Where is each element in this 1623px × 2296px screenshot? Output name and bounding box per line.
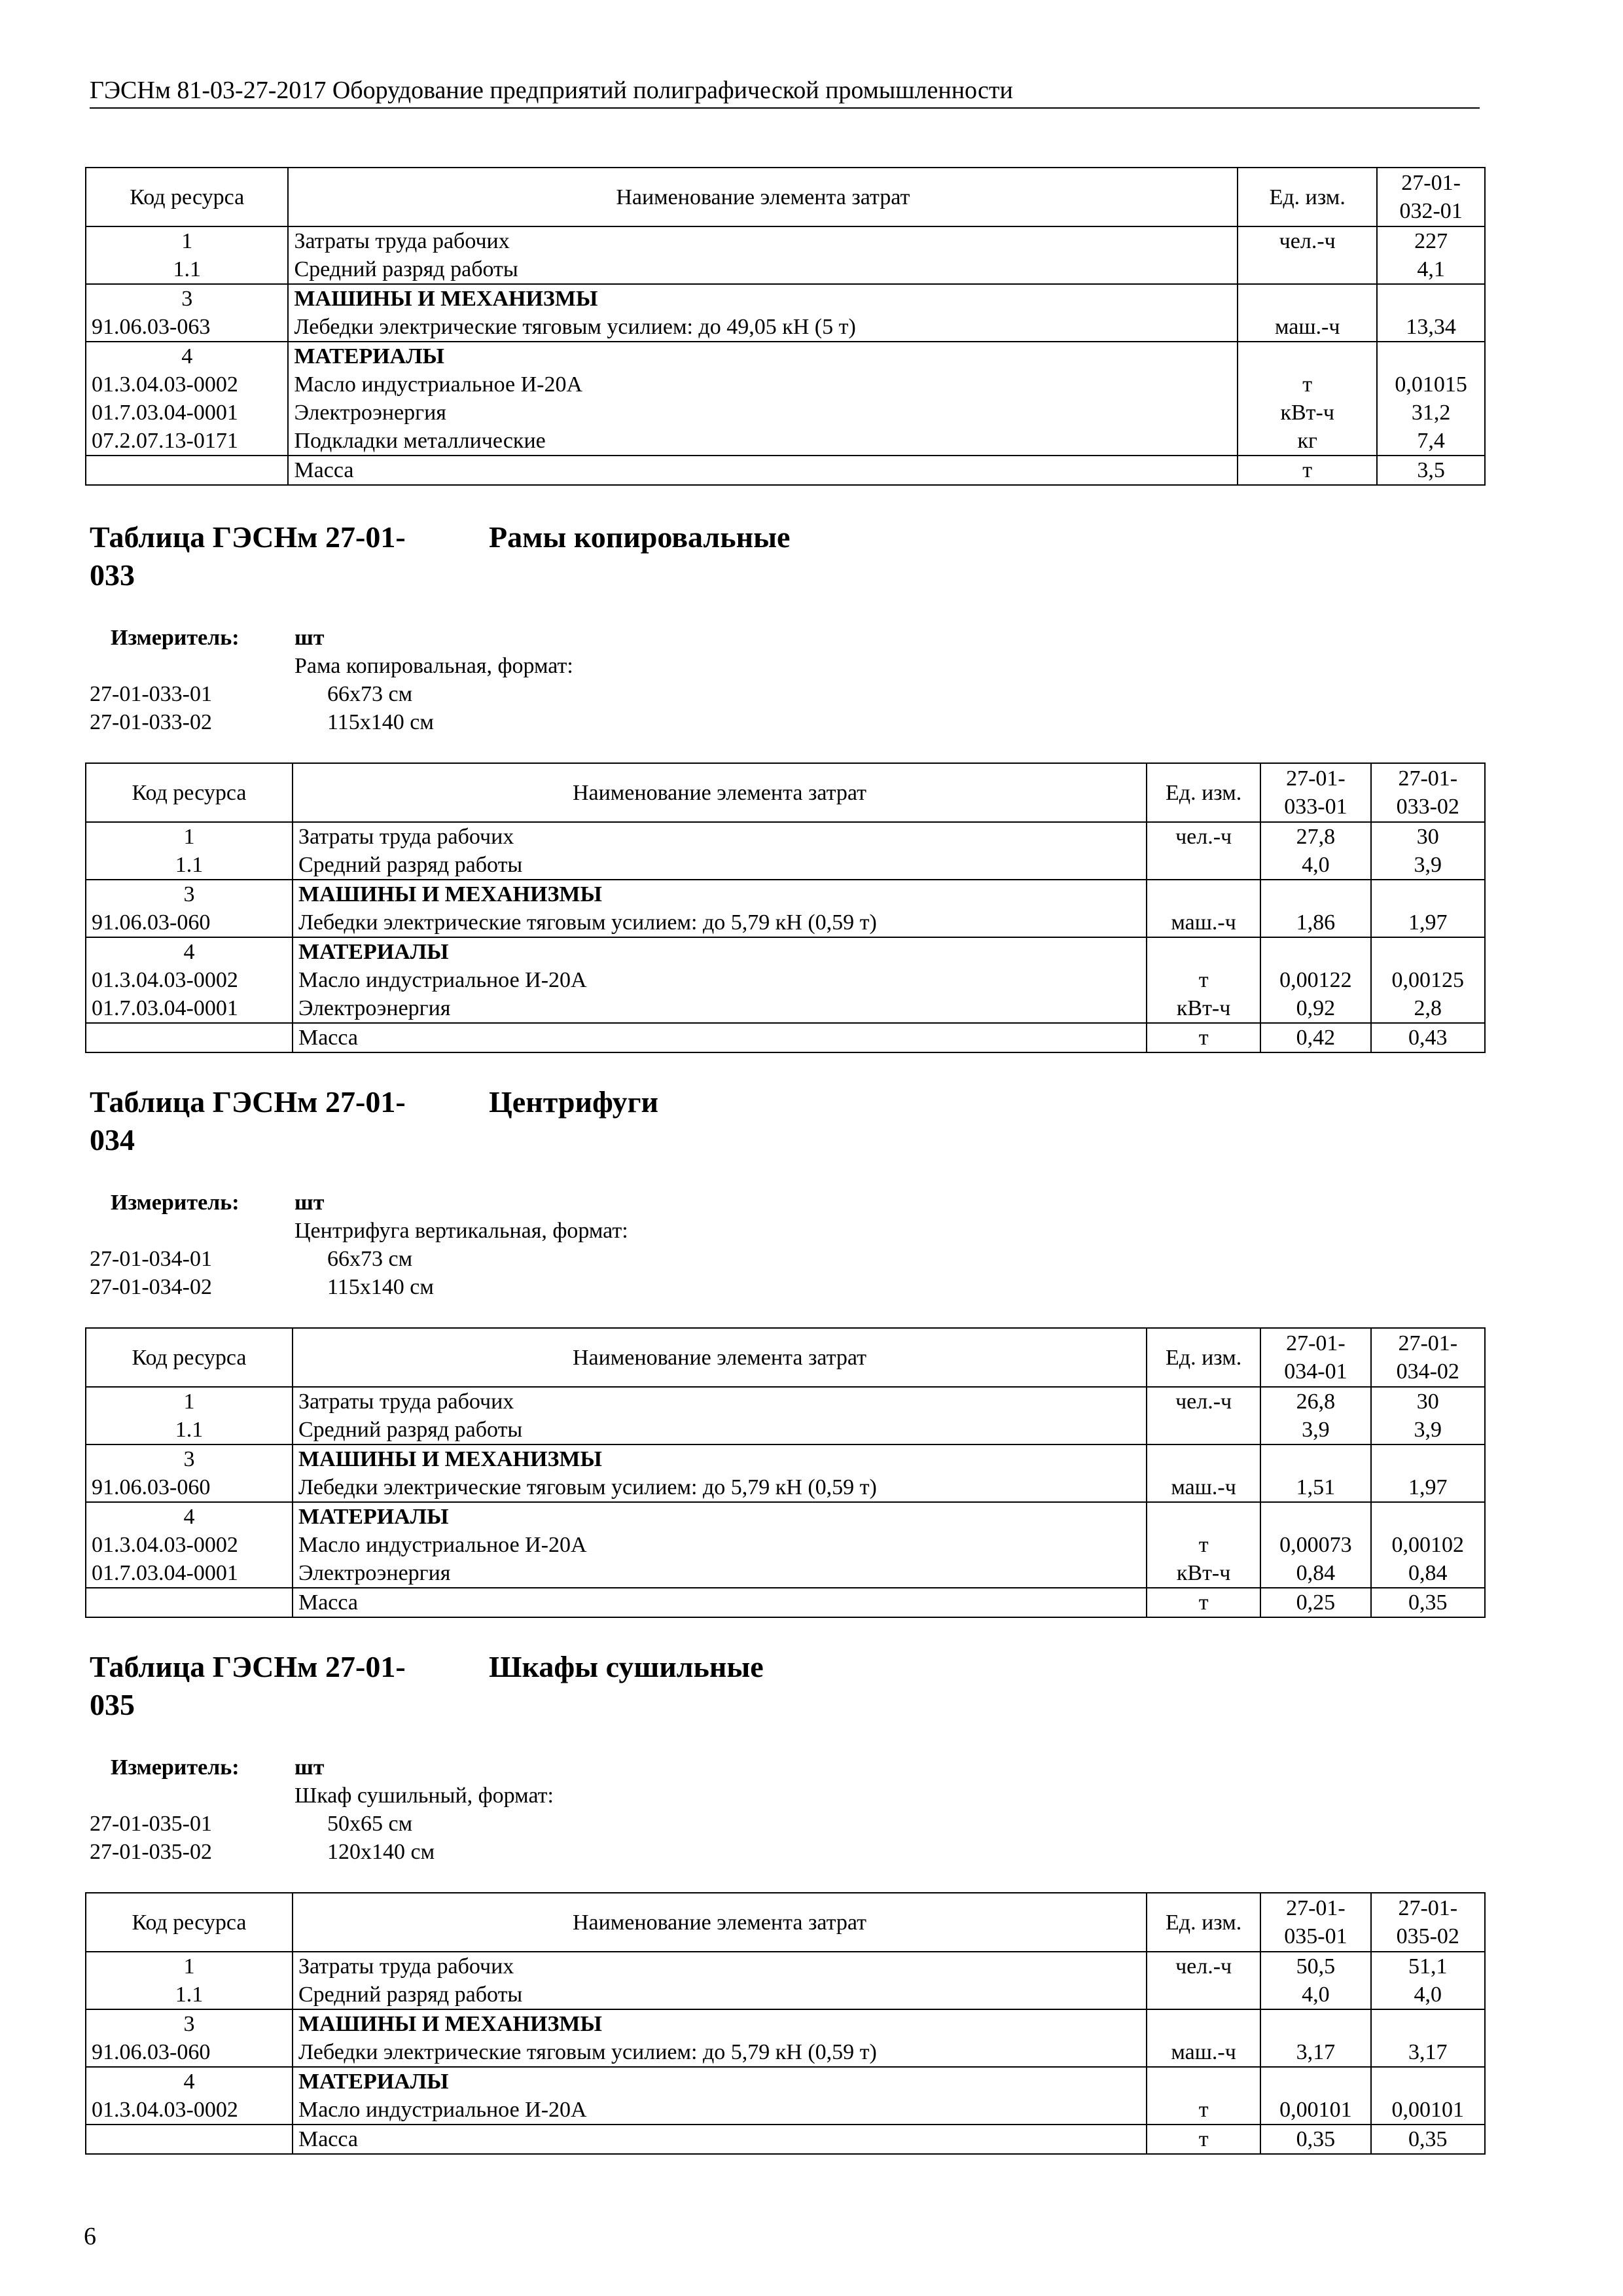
resource-name: Электроэнергия [293,994,1147,1023]
resource-name: Масло индустриальное И-20А [293,1531,1147,1559]
resource-table-035 [85,1892,1486,2155]
resource-table-034 [85,1327,1486,1618]
resource-unit: чел.-ч [1147,1387,1260,1416]
resource-unit: маш.-ч [1238,313,1377,342]
norm-value [1371,1502,1485,1531]
resource-name: Средний разряд работы [293,851,1147,880]
col-header-norm: 27-01- 035-01 [1260,1893,1370,1952]
table-title-034 [90,1083,659,1159]
table-row [86,1981,1485,2009]
resource-code: 3 [86,1444,293,1473]
norm-value: 0,00073 [1260,1531,1370,1559]
resource-code: 01.3.04.03-0002 [86,2096,293,2125]
resource-code: 3 [86,880,293,908]
norm-value: 0,35 [1260,2125,1370,2154]
norm-value: 4,0 [1260,851,1370,880]
resource-code: 1.1 [86,1416,293,1444]
table-row [86,456,1485,485]
header-row [86,763,1485,822]
norm-value [1260,1444,1370,1473]
resource-name: Затраты труда рабочих [288,226,1238,255]
norm-value: 2,8 [1371,994,1485,1023]
norm-value: 1,51 [1260,1473,1370,1502]
resource-code: 4 [86,1502,293,1531]
resource-code [86,1023,293,1052]
norm-value: 3,9 [1371,851,1485,880]
resource-unit: т [1147,1588,1260,1617]
col-header-norm: 27-01- 035-02 [1371,1893,1485,1952]
item-format: 115x140 см [327,1275,434,1299]
resource-unit [1238,342,1377,370]
resource-code: 91.06.03-060 [86,1473,293,1502]
norm-value: 31,2 [1377,399,1485,427]
norm-value: 1,97 [1371,908,1485,937]
resource-code: 01.7.03.04-0001 [86,1559,293,1588]
norm-value: 1,97 [1371,1473,1485,1502]
measure-row [90,1189,1071,1217]
resource-name: Средний разряд работы [288,255,1238,284]
norm-value: 0,42 [1260,1023,1370,1052]
table-title-033 [90,518,791,594]
table-row [86,2038,1485,2067]
resource-name: Масса [288,456,1238,485]
resource-name: МАШИНЫ И МЕХАНИЗМЫ [293,2009,1147,2038]
table-row [86,1502,1485,1531]
resource-name: Электроэнергия [293,1559,1147,1588]
measure-unit: шт [294,626,325,650]
norm-value: 0,43 [1371,1023,1485,1052]
table-row [86,1387,1485,1416]
resource-name: Лебедки электрические тяговым усилием: до 49,05 кН (5 т) [288,313,1238,342]
measure-item [90,1838,1071,1866]
table-row [86,1473,1485,1502]
norm-value: 51,1 [1371,1952,1485,1981]
norm-value: 0,35 [1371,1588,1485,1617]
table-row [86,2009,1485,2038]
measure-desc-row [90,1217,1071,1245]
measure-item [90,1245,1071,1273]
measure-item [90,680,1071,708]
resource-code: 07.2.07.13-0171 [86,427,288,456]
resource-unit: т [1147,966,1260,994]
resource-name: Масса [293,1023,1147,1052]
resource-unit: кВт-ч [1238,399,1377,427]
table-row [86,399,1485,427]
resource-code: 1.1 [86,1981,293,2009]
table-row [86,908,1485,937]
resource-unit: т [1147,2125,1260,2154]
table-row [86,937,1485,966]
table-row [86,226,1485,255]
resource-table-032 [85,167,1486,486]
resource-name: Электроэнергия [288,399,1238,427]
table-code: Таблица ГЭСНм 27-01- 034 [90,1085,406,1157]
resource-code: 3 [86,2009,293,2038]
resource-code: 1 [86,1952,293,1981]
table-row [86,284,1485,313]
resource-unit [1238,255,1377,284]
col-header-norm: 27-01- 033-01 [1260,763,1370,822]
resource-code [86,2125,293,2154]
resource-code: 91.06.03-060 [86,908,293,937]
resource-name: Затраты труда рабочих [293,1952,1147,1981]
measure-row [90,624,1071,652]
item-code: 27-01-034-01 [90,1247,212,1271]
resource-code: 4 [86,342,288,370]
norm-value: 227 [1377,226,1485,255]
table-row [86,1588,1485,1617]
measure-item [90,708,1071,736]
col-header-norm: 27-01- 032-01 [1377,168,1485,226]
resource-name: Лебедки электрические тяговым усилием: до 5,79 кН (0,59 т) [293,2038,1147,2067]
item-format: 66x73 см [327,1247,413,1271]
resource-name: МАШИНЫ И МЕХАНИЗМЫ [293,1444,1147,1473]
table-name: Рамы копировальные [489,520,791,554]
table-row [86,427,1485,456]
col-header-name: Наименование элемента затрат [288,168,1238,226]
resource-code: 91.06.03-060 [86,2038,293,2067]
resource-name: МАТЕРИАЛЫ [293,2067,1147,2096]
table-row [86,2125,1485,2154]
measure-label: Измеритель: [111,1755,240,1780]
col-header-code: Код ресурса [86,1328,293,1387]
item-code: 27-01-035-02 [90,1840,212,1864]
norm-value: 26,8 [1260,1387,1370,1416]
norm-value: 3,5 [1377,456,1485,485]
resource-unit [1147,937,1260,966]
norm-value: 50,5 [1260,1952,1370,1981]
table-row [86,851,1485,880]
resource-code: 01.7.03.04-0001 [86,399,288,427]
resource-name: Подкладки металлические [288,427,1238,456]
resource-name: Затраты труда рабочих [293,822,1147,851]
resource-name: Затраты труда рабочих [293,1387,1147,1416]
resource-name: Средний разряд работы [293,1981,1147,2009]
norm-value [1371,1444,1485,1473]
resource-code: 4 [86,937,293,966]
item-code: 27-01-033-02 [90,710,212,734]
table-row [86,2096,1485,2125]
resource-name: МАШИНЫ И МЕХАНИЗМЫ [288,284,1238,313]
resource-unit [1147,880,1260,908]
col-header-code: Код ресурса [86,763,293,822]
resource-code [86,456,288,485]
norm-value: 13,34 [1377,313,1485,342]
resource-code: 01.3.04.03-0002 [86,1531,293,1559]
resource-code: 01.3.04.03-0002 [86,370,288,399]
item-format: 120x140 см [327,1840,435,1864]
table-row [86,1023,1485,1052]
norm-value: 30 [1371,822,1485,851]
norm-value: 3,17 [1260,2038,1370,2067]
measure-block-033 [90,624,1071,736]
measure-unit: шт [294,1755,325,1780]
item-format: 66x73 см [327,682,413,706]
col-header-unit: Ед. изм. [1147,1328,1260,1387]
resource-name: Масса [293,1588,1147,1617]
table-row [86,822,1485,851]
measure-row [90,1753,1071,1782]
col-header-norm: 27-01- 034-01 [1260,1328,1370,1387]
norm-value: 0,25 [1260,1588,1370,1617]
measure-description: Центрифуга вертикальная, формат: [294,1219,628,1243]
resource-name: Лебедки электрические тяговым усилием: до 5,79 кН (0,59 т) [293,1473,1147,1502]
measure-label: Измеритель: [111,1191,240,1215]
norm-value [1371,2067,1485,2096]
header-row [86,1328,1485,1387]
resource-name: МАТЕРИАЛЫ [293,1502,1147,1531]
resource-code: 3 [86,284,288,313]
item-format: 115x140 см [327,710,434,734]
resource-unit [1147,2067,1260,2096]
norm-value: 0,00101 [1260,2096,1370,2125]
resource-name: Масло индустриальное И-20А [293,966,1147,994]
table-row [86,1952,1485,1981]
resource-unit: т [1238,370,1377,399]
norm-value: 3,9 [1260,1416,1370,1444]
table-row [86,994,1485,1023]
resource-unit: кг [1238,427,1377,456]
table-code: Таблица ГЭСНм 27-01- 035 [90,1650,406,1721]
norm-value: 1,86 [1260,908,1370,937]
norm-value: 4,0 [1260,1981,1370,2009]
table-row [86,1531,1485,1559]
resource-name: МАТЕРИАЛЫ [288,342,1238,370]
table-row [86,2067,1485,2096]
resource-unit [1147,1502,1260,1531]
table-row [86,1444,1485,1473]
norm-value: 0,35 [1371,2125,1485,2154]
resource-code: 1.1 [86,851,293,880]
resource-unit [1147,2009,1260,2038]
norm-value: 0,92 [1260,994,1370,1023]
measure-item [90,1273,1071,1301]
resource-code: 01.3.04.03-0002 [86,966,293,994]
resource-code: 01.7.03.04-0001 [86,994,293,1023]
col-header-unit: Ед. изм. [1147,763,1260,822]
resource-unit: т [1238,456,1377,485]
resource-unit: кВт-ч [1147,1559,1260,1588]
norm-value [1371,937,1485,966]
resource-unit: чел.-ч [1147,1952,1260,1981]
table-row [86,1559,1485,1588]
resource-code: 1.1 [86,255,288,284]
measure-block-035 [90,1753,1071,1866]
resource-unit: кВт-ч [1147,994,1260,1023]
table-row [86,370,1485,399]
norm-value: 0,00122 [1260,966,1370,994]
norm-value: 3,17 [1371,2038,1485,2067]
norm-value: 0,84 [1260,1559,1370,1588]
resource-code [86,1588,293,1617]
norm-value: 4,0 [1371,1981,1485,2009]
resource-name: Масса [293,2125,1147,2154]
measure-desc-row [90,652,1071,680]
norm-value [1260,2009,1370,2038]
measure-description: Рама копировальная, формат: [294,654,573,678]
table-row [86,1416,1485,1444]
norm-value: 4,1 [1377,255,1485,284]
resource-code: 4 [86,2067,293,2096]
measure-desc-row [90,1782,1071,1810]
item-code: 27-01-034-02 [90,1275,212,1299]
table-row [86,342,1485,370]
norm-value: 3,9 [1371,1416,1485,1444]
resource-unit: т [1147,1023,1260,1052]
resource-unit [1147,1981,1260,2009]
col-header-name: Наименование элемента затрат [293,1893,1147,1952]
resource-unit: маш.-ч [1147,2038,1260,2067]
resource-name: Масло индустриальное И-20А [288,370,1238,399]
col-header-norm: 27-01- 033-02 [1371,763,1485,822]
col-header-name: Наименование элемента затрат [293,1328,1147,1387]
norm-value: 0,00101 [1371,2096,1485,2125]
table-name: Шкафы сушильные [489,1650,764,1683]
measure-description: Шкаф сушильный, формат: [294,1784,554,1808]
col-header-norm: 27-01- 034-02 [1371,1328,1485,1387]
measure-label: Измеритель: [111,626,240,650]
resource-unit: маш.-ч [1147,1473,1260,1502]
table-name: Центрифуги [489,1085,659,1119]
measure-block-034 [90,1189,1071,1301]
norm-value [1377,284,1485,313]
table-row [86,255,1485,284]
norm-value: 0,01015 [1377,370,1485,399]
table-title-035 [90,1648,764,1724]
norm-value [1260,937,1370,966]
resource-code: 1 [86,1387,293,1416]
resource-unit: чел.-ч [1238,226,1377,255]
col-header-name: Наименование элемента затрат [293,763,1147,822]
norm-value: 30 [1371,1387,1485,1416]
resource-unit [1147,1416,1260,1444]
norm-value [1260,1502,1370,1531]
resource-name: Масло индустриальное И-20А [293,2096,1147,2125]
table-row [86,313,1485,342]
norm-value [1377,342,1485,370]
norm-value [1371,880,1485,908]
col-header-unit: Ед. изм. [1147,1893,1260,1952]
page-header: ГЭСНм 81-03-27-2017 Оборудование предприятий полиграфической промышленности [90,73,1480,109]
resource-unit [1238,284,1377,313]
header-row [86,168,1485,226]
norm-value: 27,8 [1260,822,1370,851]
norm-value: 0,84 [1371,1559,1485,1588]
resource-name: МАТЕРИАЛЫ [293,937,1147,966]
resource-name: Средний разряд работы [293,1416,1147,1444]
page-number: 6 [84,2223,96,2250]
header-row [86,1893,1485,1952]
resource-unit: т [1147,2096,1260,2125]
measure-item [90,1810,1071,1838]
table-row [86,880,1485,908]
table-row [86,966,1485,994]
resource-unit: маш.-ч [1147,908,1260,937]
col-header-code: Код ресурса [86,1893,293,1952]
norm-value [1260,2067,1370,2096]
resource-code: 1 [86,822,293,851]
resource-code: 91.06.03-063 [86,313,288,342]
resource-unit: чел.-ч [1147,822,1260,851]
resource-name: Лебедки электрические тяговым усилием: до 5,79 кН (0,59 т) [293,908,1147,937]
item-code: 27-01-033-01 [90,682,212,706]
resource-unit [1147,851,1260,880]
resource-code: 1 [86,226,288,255]
item-format: 50x65 см [327,1812,413,1836]
col-header-unit: Ед. изм. [1238,168,1377,226]
measure-unit: шт [294,1191,325,1215]
norm-value: 7,4 [1377,427,1485,456]
col-header-code: Код ресурса [86,168,288,226]
norm-value [1260,880,1370,908]
norm-value: 0,00102 [1371,1531,1485,1559]
resource-unit [1147,1444,1260,1473]
resource-table-033 [85,762,1486,1053]
resource-unit: т [1147,1531,1260,1559]
norm-value: 0,00125 [1371,966,1485,994]
norm-value [1371,2009,1485,2038]
item-code: 27-01-035-01 [90,1812,212,1836]
resource-name: МАШИНЫ И МЕХАНИЗМЫ [293,880,1147,908]
table-code: Таблица ГЭСНм 27-01- 033 [90,520,406,592]
